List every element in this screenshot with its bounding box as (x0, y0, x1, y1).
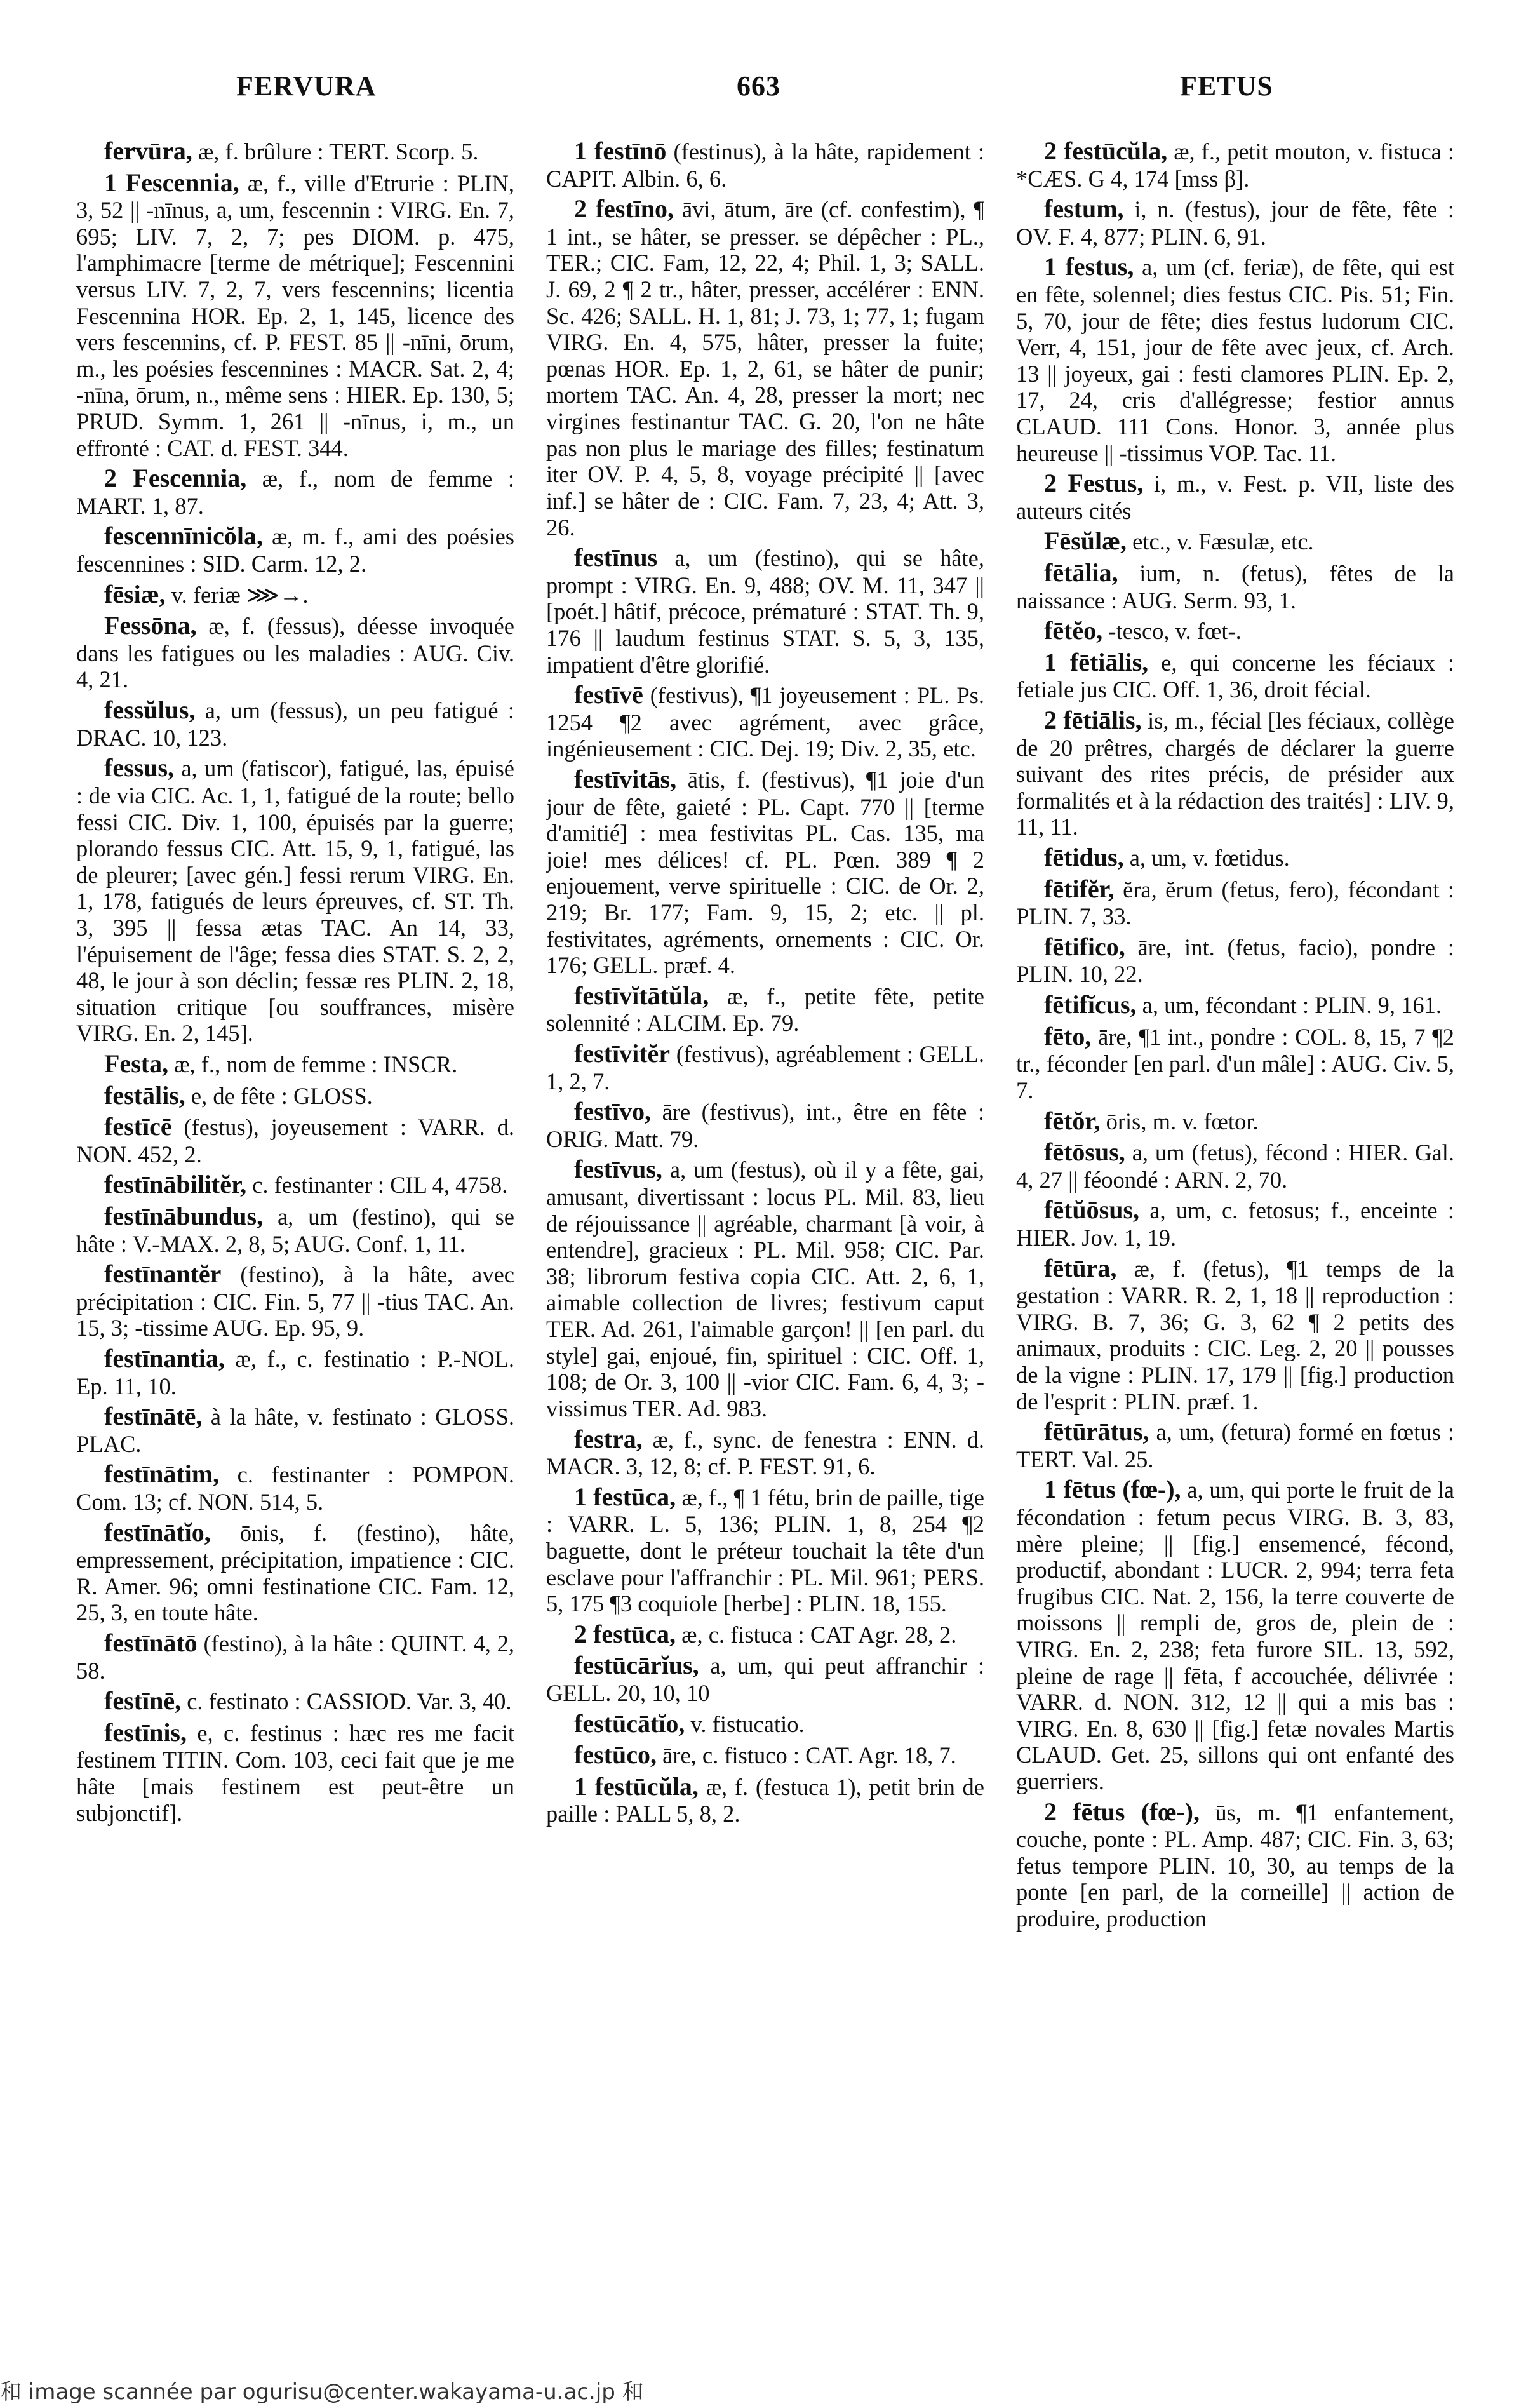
dictionary-entry (76, 168, 514, 462)
entry-definition: āre (festivus), int., être en fête : ORIG. Matt. 79. (546, 1099, 984, 1152)
entry-lemma: fētifĕr, (1044, 874, 1115, 903)
entry-lemma: festīnābundus, (104, 1201, 264, 1230)
entry-definition: v. fistucatio. (690, 1710, 805, 1737)
entry-lemma: festīnābilitĕr, (104, 1170, 247, 1199)
dictionary-entry (76, 1686, 514, 1716)
entry-definition: e, de fête : GLOSS. (191, 1082, 373, 1109)
entry-lemma: 1 Fescennia, (104, 168, 239, 197)
dictionary-entry (76, 521, 514, 577)
entry-lemma: 2 Fescennia, (104, 464, 247, 493)
entry-definition: a, um, qui porte le fruit de la fécondation : fetum pecus VIRG. B. 3, 83, mère pleine; || [fig.] ensemencé, fécond, productif, abondant : LUCR. 2, 994; terra feta frugibus CIC. Nat. 2, 156, la terre couverte de moissons || rempli de, gros de, plein de : VIRG. En. 2, 238; feta furore SIL. 13, 592, pleine de rage || fēta, f accouchée, délivrée : VARR. d. NON. 312, 12 || qui a mis bas : VIRG. En. 8, 630 || [fig.] fetæ novales Martis CLAUD. Get. 25, sillons qui ont enfanté des guerriers. (1016, 1477, 1454, 1795)
entry-definition: is, m., fécial [les féciaux, collège de 20 prêtres, chargés de déclarer la guerre suivant des rites précis, de présider aux formalités et à la rédaction des traités] : LIV. 9, 11, 11. (1016, 708, 1454, 840)
entry-lemma: festīnātĭo, (104, 1517, 211, 1547)
dictionary-entry (76, 1260, 514, 1341)
entry-lemma: festīvē (574, 680, 643, 709)
entry-definition: æ, f. (festuca 1), petit brin de paille : PALL 5, 8, 2. (546, 1773, 984, 1827)
entry-lemma: 1 festīnō (574, 137, 667, 165)
entry-lemma: 1 festūca, (574, 1482, 676, 1511)
entry-lemma: festīnātō (104, 1629, 198, 1658)
entry-lemma: 1 fētiālis, (1044, 647, 1149, 676)
dictionary-entry (1016, 932, 1454, 988)
dictionary-entry (1016, 252, 1454, 466)
entry-lemma: festūcārĭus, (574, 1651, 699, 1680)
entry-definition: æ, f. (fetus), ¶1 temps de la gestation : VARR. R. 2, 1, 18 || reproduction : VIRG. B. 7, 36; G. 3, 62 ¶ 2 petits des animaux, produits : CIC. Leg. 2, 20 || pousses de la vigne : PLIN. 17, 179 || [fig.] production de l'esprit : PLIN. præf. 1. (1016, 1255, 1454, 1415)
entry-definition: ĕra, ĕrum (fetus, fero), fécondant : PLIN. 7, 33. (1016, 876, 1454, 930)
dictionary-entry (546, 194, 984, 541)
dictionary-entry (1016, 527, 1454, 556)
entry-definition: ium, n. (fetus), fêtes de la naissance : AUG. Serm. 93, 1. (1016, 560, 1454, 614)
entry-definition: e, c. festinus : hæc res me facit festinem TITIN. Com. 103, ceci fait que je me hâte [mais festinem est peut-être un subjonctif]. (76, 1719, 514, 1826)
entry-definition: æ, f., ¶ 1 fétu, brin de paille, tige : VARR. L. 5, 136; PLIN. 1, 8, 254 ¶2 baguette, dont le préteur touchait la tête d'un esclave pour l'affranchir : PL. Mil. 961; PERS. 5, 175 ¶3 coquiole [herbe] : PLIN. 18, 155. (546, 1484, 984, 1617)
entry-lemma: fētālia, (1044, 558, 1118, 588)
entry-lemma: festūco, (574, 1740, 657, 1770)
dictionary-entry (76, 1402, 514, 1457)
dictionary-entry (1016, 469, 1454, 524)
entry-definition: a, um (cf. feriæ), de fête, qui est en fête, solennel; dies festus CIC. Pis. 51; Fin. 5, 70, jour de fête; dies festus ludorum CIC. Verr, 4, 151, jour de fête avec jeux, cf. Arch. 13 || joyeux, gai : festi clamores PLIN. Ep. 2, 17, 24, cris d'allégresse; festior annus CLAUD. 111 Cons. Honor. 3, année plus heureuse || -tissimus VOP. Tac. 11. (1016, 254, 1454, 466)
dictionary-entry (76, 1629, 514, 1684)
dictionary-entry (546, 1155, 984, 1421)
entry-lemma: festīvitĕr (574, 1039, 671, 1068)
entry-definition: ōris, m. v. fœtor. (1106, 1108, 1259, 1134)
dictionary-entry (546, 1709, 984, 1738)
entry-lemma: 1 festus, (1044, 252, 1134, 281)
entry-lemma: fessus, (104, 753, 175, 783)
entry-definition: c. festinanter : CIL 4, 4758. (252, 1172, 508, 1199)
entry-definition: v. feriæ ⋙→. (171, 581, 309, 608)
entry-definition: i, n. (festus), jour de fête, fête : OV. F. 4, 877; PLIN. 6, 91. (1016, 196, 1454, 250)
dictionary-entry (1016, 1022, 1454, 1104)
dictionary-entry (76, 696, 514, 751)
entry-lemma: Festa, (104, 1049, 169, 1078)
dictionary-entry (76, 1718, 514, 1826)
dictionary-entry (76, 1112, 514, 1167)
entry-lemma: fēto, (1044, 1021, 1092, 1051)
entry-lemma: 2 festūcŭla, (1044, 137, 1168, 165)
entry-lemma: festīnis, (104, 1717, 187, 1747)
entry-definition: (festino), à la hâte, avec précipitation : CIC. Fin. 5, 77 || -tius TAC. An. 15, 3; -tissime AUG. Ep. 95, 9. (76, 1261, 514, 1341)
entry-lemma: festīvĭtātŭla, (574, 981, 709, 1010)
dictionary-entry (76, 1202, 514, 1257)
entry-definition: a, um (festino), qui se hâte : V.-MAX. 2, 8, 5; AUG. Conf. 1, 11. (76, 1203, 514, 1257)
entry-definition: i, m., v. Fest. p. VII, liste des auteurs cités (1016, 471, 1454, 524)
dictionary-entry (1016, 990, 1454, 1019)
entry-definition: æ, f., ville d'Etrurie : PLIN, 3, 52 || -nīnus, a, um, fescennin : VIRG. En. 7, 695; LIV. 7, 2, 7; pes DIOM. p. 475, l'amphimacre [terme de métrique]; Fescennini versus LIV. 7, 2, 7, vers fescennins; licentia Fescennina HOR. Ep. 2, 1, 145, licence des vers fescennins, cf. P. FEST. 85 || -nīni, ōrum, m., les poésies fescennines : MACR. Sat. 2, 4; -nīna, ōrum, n., même sens : HIER. Ep. 130, 5; PRUD. Symm. 1, 261 || -nīnus, i, m., un effronté : CAT. d. FEST. 344. (76, 170, 514, 461)
dictionary-entry (76, 1049, 514, 1079)
dictionary-entry (546, 1740, 984, 1770)
entry-lemma: fētōsus, (1044, 1138, 1125, 1167)
entry-definition: a, um (fatiscor), fatigué, las, épuisé : de via CIC. Ac. 1, 1, fatigué de la route; bello fessi CIC. Div. 1, 100, épuisés par la guerre; plorando fessus CIC. Att. 15, 9, 1, fatigué, las de pleurer; [avec gén.] fessi rerum VIRG. En. 1, 178, fatigués de leurs épreuves, cf. ST. Th. 3, 395 || fessa ætas TAC. An 14, 33, l'épuisement de l'âge; fessa dies STAT. S. 2, 2, 48, le jour à son déclin; fessæ res PLIN. 2, 18, situation critique [ou souffrances, misère VIRG. En. 2, 145]. (76, 755, 514, 1047)
entry-lemma: festīnē, (104, 1686, 182, 1716)
entry-definition: āre, ¶1 int., pondre : COL. 8, 15, 7 ¶2 tr., féconder [en parl. d'un mâle] : AUG. Civ. 5, 7. (1016, 1023, 1454, 1103)
entry-lemma: festīvus, (574, 1155, 662, 1184)
entry-definition: à la hâte, v. festinato : GLOSS. PLAC. (76, 1404, 514, 1457)
entry-lemma: fēsiæ, (104, 579, 166, 608)
column-2 (546, 137, 984, 2328)
entry-lemma: 2 fētus (fœ-), (1044, 1797, 1200, 1826)
dictionary-entry (1016, 1106, 1454, 1136)
dictionary-entry (1016, 194, 1454, 250)
entry-lemma: 2 Festus, (1044, 469, 1144, 498)
dictionary-entry (76, 464, 514, 519)
page-number: 663 (737, 71, 780, 102)
dictionary-page (76, 137, 1467, 2328)
entry-definition: (festinus), à la hâte, rapidement : CAPIT. Albin. 6, 6. (546, 138, 984, 192)
dictionary-entry (546, 981, 984, 1037)
dictionary-entry (546, 1620, 984, 1649)
entry-definition: a, um (festus), où il y a fête, gai, amusant, divertissant : locus PL. Mil. 83, lieu de réjouissance || agréable, charmant [à voir, à entendre], gracieux : PL. Mil. 958; CIC. Par. 38; librorum festiva copia CIC. Att. 2, 6, 1, aimable collection de livres; festivum caput TER. Ad. 261, l'aimable garçon! || [en parl. du style] gai, enjoué, fin, spirituel : CIC. Off. 1, 108; de Or. 3, 100 || -vior CIC. Fam. 6, 4, 3; -vissimus TER. Ad. 983. (546, 1157, 984, 1421)
dictionary-entry (546, 137, 984, 192)
dictionary-entry (76, 611, 514, 693)
dictionary-entry (76, 1344, 514, 1399)
entry-lemma: fētŏr, (1044, 1106, 1101, 1135)
dictionary-entry (76, 1460, 514, 1515)
dictionary-entry (76, 1170, 514, 1199)
entry-lemma: fētifĭcus, (1044, 990, 1137, 1019)
entry-definition: a, um, v. fœtidus. (1129, 845, 1290, 871)
dictionary-entry (546, 543, 984, 678)
entry-definition: -tesco, v. fœt-. (1108, 618, 1242, 645)
entry-lemma: 2 fētiālis, (1044, 706, 1142, 735)
dictionary-entry (546, 1039, 984, 1094)
entry-definition: c. festinanter : POMPON. Com. 13; cf. NON. 514, 5. (76, 1462, 514, 1515)
entry-definition: a, um (fessus), un peu fatigué : DRAC. 10, 123. (76, 697, 514, 751)
entry-lemma: 2 festīno, (574, 194, 674, 224)
entry-definition: ātis, f. (festivus), ¶1 joie d'un jour de fête, gaieté : PL. Capt. 770 || [terme d'amitié] : mea festivitas PL. Cas. 135, ma joie! mes délices! cf. PL. Pœn. 389 ¶ 2 enjouement, verve spirituelle : CIC. de Or. 2, 219; Br. 177; Fam. 9, 15, 2; etc. || pl. festivitates, agréments, ornements : CIC. Or. 176; GELL. præf. 4. (546, 766, 984, 979)
entry-lemma: fervūra, (104, 137, 192, 165)
entry-lemma: 2 festūca, (574, 1619, 676, 1648)
entry-definition: æ, f. brûlure : TERT. Scorp. 5. (198, 138, 479, 165)
entry-lemma: 1 festūcŭla, (574, 1771, 699, 1801)
dictionary-entry (1016, 648, 1454, 703)
entry-lemma: festra, (574, 1424, 643, 1453)
running-header (0, 70, 1540, 121)
dictionary-entry (546, 1651, 984, 1706)
entry-lemma: festīvitās, (574, 764, 677, 793)
entry-lemma: festīnantĕr (104, 1260, 222, 1289)
scan-credit: 和 image scannée par ogurisu@center.wakayama-u.ac.jp 和 (0, 2379, 644, 2405)
entry-definition: ūs, m. ¶1 enfantement, couche, ponte : PL. Amp. 487; CIC. Fin. 3, 63; fetus tempore PLIN. 10, 30, au temps de la ponte [en parl, de la corneille] || action de produire, production (1016, 1799, 1454, 1932)
entry-definition: āre, c. fistuco : CAT. Agr. 18, 7. (662, 1742, 956, 1769)
dictionary-entry (1016, 1254, 1454, 1415)
entry-definition: (festivus), agréablement : GELL. 1, 2, 7. (546, 1041, 984, 1094)
entry-lemma: festīvo, (574, 1097, 652, 1126)
dictionary-entry (1016, 616, 1454, 645)
dictionary-entry (1016, 1138, 1454, 1193)
entry-definition: āre, int. (fetus, facio), pondre : PLIN. 10, 22. (1016, 934, 1454, 988)
entry-definition: æ, f., nom de femme : INSCR. (174, 1051, 458, 1077)
entry-definition: āvi, ātum, āre (cf. confestim), ¶ 1 int., se hâter, se presser. se dépêcher : PL., TER.; CIC. Fam, 12, 22, 4; Phil. 1, 3; SALL. J. 69, 2 ¶ 2 tr., hâter, presser, accélérer : ENN. Sc. 426; SALL. H. 1, 81; J. 73, 1; 77, 1; fugam VIRG. En. 4, 575, hâter, presser la fuite; pœnas HOR. Ep. 1, 2, 61, se hâter de punir; mortem TAC. An. 4, 28, presser la mort; nec virgines festinantur TAC. G. 20, l'on ne hâte pas non plus le mariage des filles; festinatum iter OV. P. 4, 5, 8, voyage précipité || [avec inf.] se hâter de : CIC. Fam. 7, 23, 4; Att. 3, 26. (546, 196, 984, 541)
dictionary-entry (1016, 1475, 1454, 1794)
entry-lemma: fētidus, (1044, 843, 1124, 872)
entry-definition: (festus), joyeusement : VARR. d. NON. 452, 2. (76, 1114, 514, 1167)
entry-definition: æ, f., nom de femme : MART. 1, 87. (76, 466, 514, 519)
dictionary-entry (1016, 137, 1454, 192)
entry-lemma: festīnus (574, 543, 658, 572)
entry-definition: a, um (festino), qui se hâte, prompt : VIRG. En. 9, 488; OV. M. 11, 347 || [poét.] hâtif, précoce, prématuré : STAT. Th. 9, 176 || laudum festinus STAT. S. 5, 3, 135, impatient d'être glorifié. (546, 545, 984, 678)
dictionary-entry (76, 580, 514, 609)
entry-lemma: fētĕo, (1044, 616, 1103, 645)
entry-lemma: Fessōna, (104, 611, 197, 640)
left-guide-word: FERVURA (236, 71, 377, 102)
entry-definition: a, um, qui peut affranchir : GELL. 20, 10, 10 (546, 1653, 984, 1706)
dictionary-entry (546, 1772, 984, 1827)
dictionary-entry (546, 1097, 984, 1152)
entry-lemma: festum, (1044, 194, 1124, 224)
dictionary-entry (76, 137, 514, 166)
entry-definition: æ, f., petit mouton, v. fistuca : *CÆS. G 4, 174 [mss β]. (1016, 138, 1454, 192)
dictionary-entry (1016, 706, 1454, 840)
entry-definition: ōnis, f. (festino), hâte, empressement, précipitation, impatience : CIC. R. Amer. 96; omni festinatione CIC. Fam. 12, 25, 3, en toute hâte. (76, 1519, 514, 1626)
column-1 (76, 137, 514, 2328)
entry-definition: (festivus), ¶1 joyeusement : PL. Ps. 1254 ¶2 avec agrément, avec grâce, ingénieusement : CIC. Dej. 19; Div. 2, 35, etc. (546, 682, 984, 762)
entry-lemma: fessŭlus, (104, 696, 196, 725)
entry-lemma: fētūra, (1044, 1253, 1117, 1282)
entry-definition: æ, m. f., ami des poésies fescennines : SID. Carm. 12, 2. (76, 523, 514, 577)
dictionary-entry (546, 1482, 984, 1617)
entry-lemma: fētŭōsus, (1044, 1195, 1140, 1225)
entry-definition: a, um, fécondant : PLIN. 9, 161. (1142, 992, 1442, 1019)
entry-lemma: festīnantia, (104, 1343, 225, 1373)
entry-lemma: fētūrātus, (1044, 1417, 1149, 1446)
entry-lemma: fescennīnicŏla, (104, 521, 263, 551)
entry-lemma: festālis, (104, 1080, 185, 1110)
entry-lemma: festīnātē, (104, 1402, 203, 1431)
dictionary-entry (1016, 558, 1454, 614)
dictionary-entry (76, 753, 514, 1047)
dictionary-entry (546, 765, 984, 979)
dictionary-entry (546, 1425, 984, 1480)
dictionary-entry (76, 1081, 514, 1110)
dictionary-entry (546, 680, 984, 762)
dictionary-entry (1016, 1417, 1454, 1472)
entry-definition: (festino), à la hâte : QUINT. 4, 2, 58. (76, 1630, 514, 1684)
dictionary-entry (1016, 875, 1454, 930)
entry-definition: a, um, (fetura) formé en fœtus : TERT. Val. 25. (1016, 1419, 1454, 1472)
entry-definition: e, qui concerne les féciaux : fetiale jus CIC. Off. 1, 36, droit fécial. (1016, 649, 1454, 703)
entry-definition: a, um (fetus), fécond : HIER. Gal. 4, 27 || féoondé : ARN. 2, 70. (1016, 1139, 1454, 1193)
entry-lemma: festīnātim, (104, 1460, 220, 1489)
dictionary-entry (76, 1518, 514, 1626)
entry-definition: æ, c. fistuca : CAT Agr. 28, 2. (681, 1621, 957, 1648)
entry-definition: æ, f., petite fête, petite solennité : ALCIM. Ep. 79. (546, 983, 984, 1037)
entry-definition: æ, f., sync. de fenestra : ENN. d. MACR. 3, 12, 8; cf. P. FEST. 91, 6. (546, 1426, 984, 1480)
entry-definition: æ, f., c. festinatio : P.-NOL. Ep. 11, 10. (76, 1345, 514, 1399)
dictionary-entry (1016, 843, 1454, 872)
dictionary-entry (1016, 1798, 1454, 1932)
entry-definition: æ, f. (fessus), déesse invoquée dans les fatigues ou les maladies : AUG. Civ. 4, 21. (76, 613, 514, 693)
entry-definition: c. festinato : CASSIOD. Var. 3, 40. (187, 1688, 512, 1715)
entry-lemma: Fēsŭlæ, (1044, 527, 1127, 556)
entry-lemma: fētifico, (1044, 932, 1125, 961)
entry-lemma: festīcē (104, 1112, 172, 1141)
entry-lemma: 1 fētus (fœ-), (1044, 1475, 1181, 1504)
entry-definition: etc., v. Fæsulæ, etc. (1132, 528, 1314, 555)
entry-definition: a, um, c. fetosus; f., enceinte : HIER. Jov. 1, 19. (1016, 1197, 1454, 1251)
column-3 (1016, 137, 1454, 2328)
right-guide-word: FETUS (1180, 71, 1273, 102)
entry-lemma: festūcātĭo, (574, 1709, 685, 1738)
dictionary-entry (1016, 1195, 1454, 1251)
